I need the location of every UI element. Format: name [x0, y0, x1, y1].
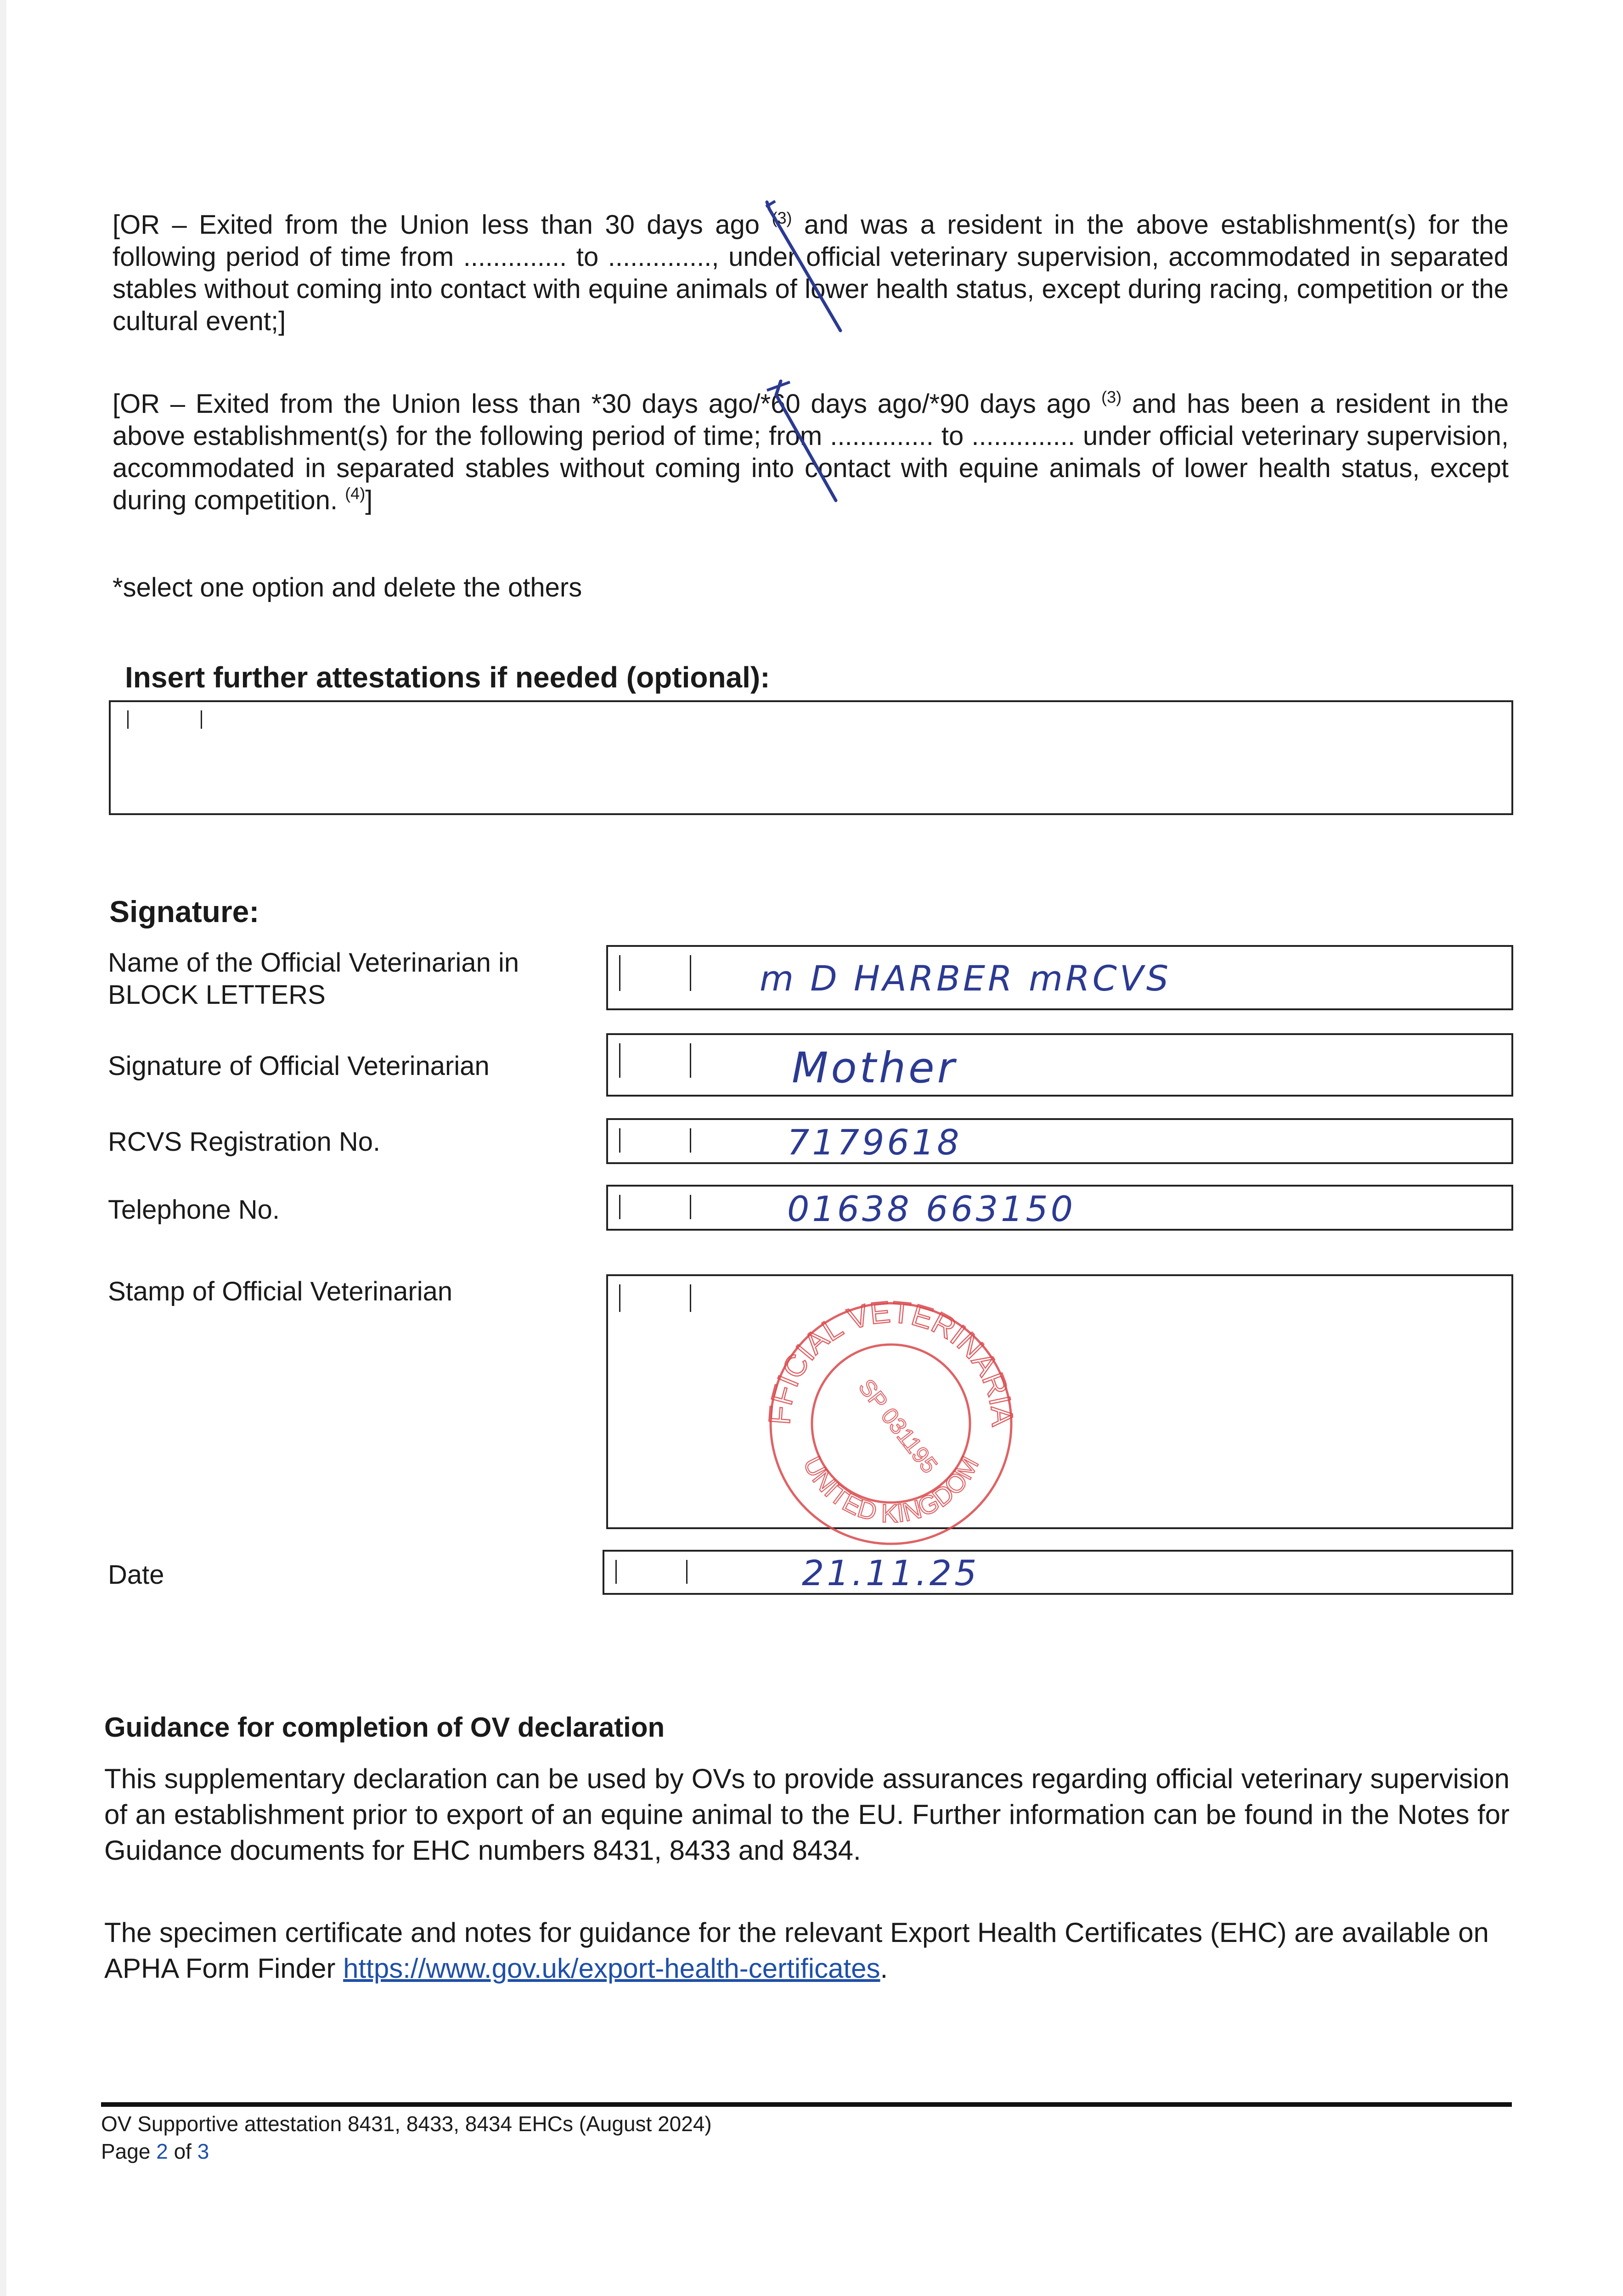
ov-name-field[interactable] [606, 945, 1513, 1010]
footnote-ref: (3) [1101, 388, 1122, 406]
field-tick [615, 1560, 617, 1584]
page-prefix: Page [101, 2139, 157, 2163]
field-tick [686, 1560, 688, 1584]
field-tick [690, 1195, 691, 1219]
date-label: Date [108, 1560, 164, 1590]
telephone-field[interactable] [606, 1185, 1513, 1231]
paragraph-text: [OR – Exited from the Union less than *30 days ago/*60 days ago/*90 days ago [113, 389, 1091, 419]
field-tick [619, 1195, 620, 1219]
field-tick [619, 955, 620, 991]
ov-signature-value: Mother [792, 1043, 958, 1092]
guidance-paragraph: This supplementary declaration can be used by OVs to provide assurances regarding official veterinary supervision of an establishment prior to export of an equine animal to the EU. Further information can be found in the Notes for Guidance documents for EHC numbers 8431, 8433 and 8434. [104, 1763, 1510, 1866]
paragraph-text: ] [365, 485, 373, 515]
ov-name-label: Name of the Official Veterinarian in BLOCK LETTERS [108, 948, 519, 1010]
paragraph-text: The specimen certificate and notes for guidance for the relevant Export Health Certificates (EHC) are available on APHA Form Finder [104, 1917, 1489, 1984]
date-field[interactable] [603, 1550, 1513, 1595]
stamp-top-text: FFICIAL VETERINARIA [762, 1295, 1020, 1428]
footnote-ref: (4) [345, 484, 366, 503]
paragraph-text: [OR – Exited from the Union less than 30 days ago [113, 210, 760, 240]
export-health-certificates-link[interactable]: https://www.gov.uk/export-health-certificates [343, 1953, 880, 1984]
stamp-label: Stamp of Official Veterinarian [108, 1277, 453, 1306]
paragraph-text: . [880, 1953, 888, 1984]
field-tick [690, 1284, 691, 1312]
svg-text:UNITED KINGDOM [798, 1452, 984, 1528]
ov-name-value: m D HARBER mRCVS [760, 958, 1172, 999]
telephone-value: 01638 663150 [787, 1188, 1076, 1229]
paragraph-text: and was a resident in the above establishment(s) for the following period of time from .............. to .............., under official veterinary supervision, accommodated in separated stables without coming into contact with equine animals of lower health status, except during racing, competition or the cultural event;] [113, 210, 1509, 336]
page-current: 2 [156, 2139, 168, 2163]
page-of: of [168, 2139, 197, 2163]
stamp-bottom-text: UNITED KINGDOM [798, 1452, 984, 1528]
rcvs-label: RCVS Registration No. [108, 1127, 381, 1157]
guidance-form-finder-paragraph [104, 1915, 1510, 1986]
field-tick [690, 1128, 691, 1153]
ov-signature-field[interactable] [606, 1033, 1513, 1097]
stamp-field[interactable] [606, 1274, 1513, 1529]
ov-signature-label: Signature of Official Veterinarian [108, 1051, 490, 1081]
rcvs-value: 7179618 [787, 1122, 962, 1163]
strikethrough-mark [762, 197, 845, 335]
footer-page-number [101, 2138, 209, 2165]
strikethrough-mark [735, 377, 845, 505]
field-tick [690, 955, 691, 991]
official-veterinarian-stamp [762, 1295, 1020, 1552]
page-edge [0, 0, 6, 2296]
page-total: 3 [197, 2139, 209, 2163]
footnote-ref: (3) [772, 208, 792, 227]
rcvs-field[interactable] [606, 1118, 1513, 1164]
field-tick [201, 710, 202, 729]
select-option-note: *select one option and delete the others [113, 573, 582, 602]
signature-heading: Signature: [109, 895, 259, 929]
field-tick [619, 1128, 620, 1153]
guidance-heading: Guidance for completion of OV declaration [104, 1712, 665, 1743]
further-attestations-field[interactable] [109, 700, 1513, 815]
field-tick [127, 710, 129, 729]
footer-document-title: OV Supportive attestation 8431, 8433, 8434 EHCs (August 2024) [101, 2112, 712, 2136]
field-tick [619, 1043, 620, 1078]
paragraph-text: and has been a resident in the above establishment(s) for the following period of time; from .............. to .............. under official veterinary supervision, accommodated in separated stables without coming into contact with equine animals of lower health status, except during competition. [113, 389, 1509, 515]
date-value: 21.11.25 [802, 1553, 980, 1593]
further-attestations-heading: Insert further attestations if needed (optional): [125, 661, 770, 694]
telephone-label: Telephone No. [108, 1195, 280, 1225]
field-tick [619, 1284, 620, 1312]
footer-rule [101, 2102, 1512, 2107]
field-tick [690, 1043, 691, 1078]
stamp-centre-text: SP 031195 [853, 1374, 943, 1478]
